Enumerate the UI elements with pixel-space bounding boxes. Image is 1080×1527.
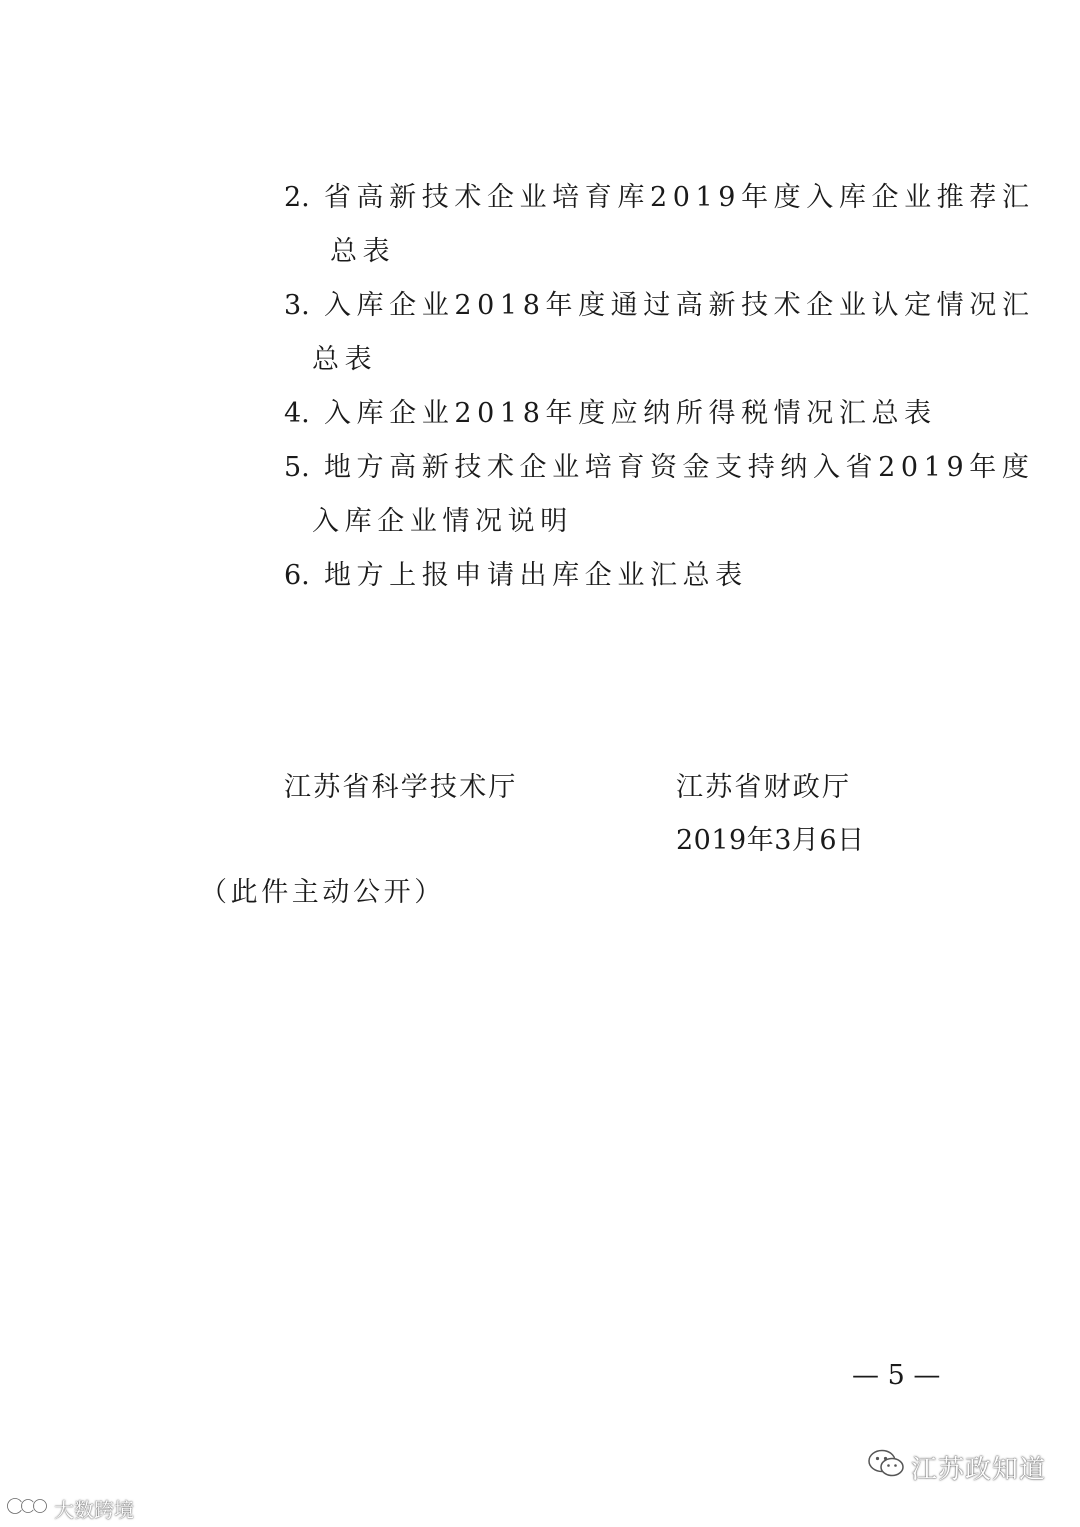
attachment-number: 5. — [284, 452, 310, 483]
attachment-text: 总表 — [330, 236, 396, 267]
attachment-number: 2. — [284, 182, 310, 213]
wechat-icon — [867, 1448, 905, 1487]
attachment-text: 地方上报申请出库企业汇总表 — [323, 560, 748, 591]
attachment-number: 4. — [284, 398, 310, 429]
attachment-number: 6. — [284, 560, 310, 591]
attachment-text: 地方高新技术企业培育资金支持纳入省2019年度 — [323, 452, 1035, 483]
attachment-item-3-cont — [312, 340, 377, 380]
attachment-number: 3. — [284, 290, 310, 321]
attachment-text: 入库企业情况说明 — [312, 506, 573, 537]
public-disclosure-note: （此件主动公开） — [200, 877, 445, 908]
attachment-text: 入库企业2018年度应纳所得税情况汇总表 — [323, 398, 937, 429]
logo-mark-icon — [6, 1495, 50, 1522]
page-number: — 5 — — [852, 1360, 941, 1391]
signature-right-org: 江苏省财政厅 — [676, 772, 852, 803]
attachment-item-2-cont — [330, 232, 395, 272]
watermark-right — [867, 1448, 1046, 1487]
attachment-text: 省高新技术企业培育库2019年度入库企业推荐汇 — [323, 182, 1035, 213]
watermark-right-text: 江苏政知道 — [910, 1455, 1046, 1485]
attachment-text: 入库企业2018年度通过高新技术企业认定情况汇 — [323, 290, 1035, 321]
attachment-item-2 — [284, 178, 1034, 218]
signature-left-org: 江苏省科学技术厅 — [284, 772, 518, 803]
attachment-text: 总表 — [312, 344, 378, 375]
attachment-item-4 — [284, 394, 937, 434]
watermark-left — [6, 1494, 134, 1523]
attachment-item-5-cont — [312, 502, 573, 542]
watermark-left-text: 大数跨境 — [54, 1498, 134, 1522]
attachment-item-5 — [284, 448, 1034, 488]
signature-date: 2019年3月6日 — [676, 825, 865, 856]
attachment-item-6 — [284, 556, 748, 596]
attachment-item-3 — [284, 286, 1034, 326]
